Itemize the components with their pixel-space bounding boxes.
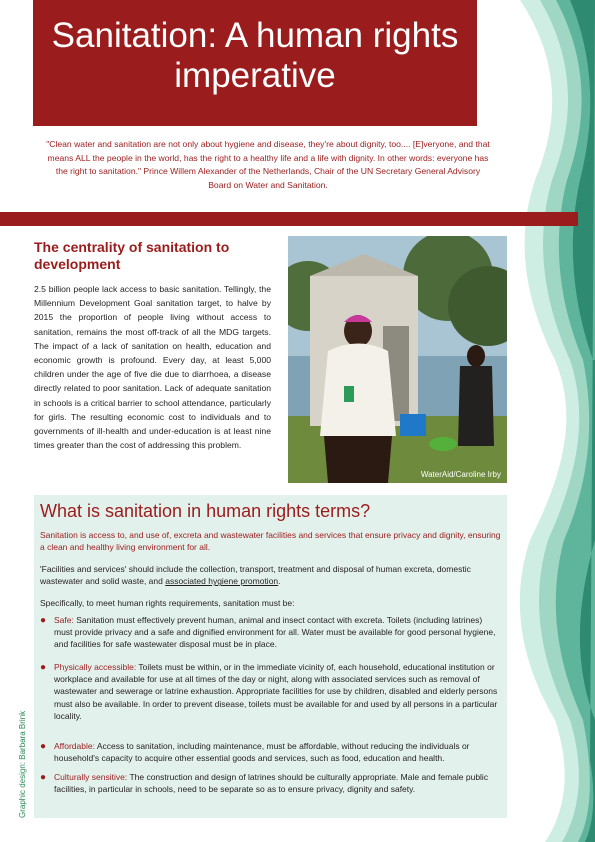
woman-latrine-photo xyxy=(288,236,507,483)
bullet-dot-icon: ● xyxy=(40,772,47,783)
bullet-term: Affordable: xyxy=(54,741,95,751)
sanitation-definition: Sanitation is access to, and use of, excreta and wastewater facilities and services that ensure privacy and dignity, ensuring a clean and healthy living environment for all. xyxy=(40,530,501,553)
divider-bar xyxy=(0,212,578,226)
bullet-dot-icon: ● xyxy=(40,741,47,752)
bullet-physically-accessible xyxy=(40,661,502,722)
facilities-end: . xyxy=(278,576,281,587)
bullet-text: The construction and design of latrines should be culturally appropriate. Male and female public facilities, in particular in schools, need to be separate so as to ensure privacy, dignity and safety. xyxy=(54,772,489,795)
bullet-text: Toilets must be within, or in the immediate vicinity of, each household, educational institution or workplace and available for use at all times of the day or night, along with associated services such as removal of wastewater and sewerage or latrine exhaustion. Appropriate facilities for use by children, disabled and elderly persons must also be available. In order to prevent disease, toilets must be available for and used by all persons in a particular locality. xyxy=(54,662,498,721)
bullet-safe xyxy=(40,614,502,651)
bullet-culturally-sensitive xyxy=(40,771,502,795)
bullet-term: Culturally sensitive: xyxy=(54,772,128,782)
bullet-affordable xyxy=(40,740,502,764)
photo-credit: WaterAid/Caroline Irby xyxy=(420,470,501,479)
hygiene-promotion-link[interactable]: associated hygiene promotion xyxy=(165,576,279,587)
specifically-paragraph: Specifically, to meet human rights requirements, sanitation must be: xyxy=(40,598,295,608)
bullet-dot-icon: ● xyxy=(40,662,47,673)
bullet-text: Sanitation must effectively prevent human, animal and insect contact with excreta. Toilets (including latrines) must provide privacy and a safe and dignified environment for all. Water must be available for good personal hygiene, and facilities for safe wastewater disposal must be in place. xyxy=(54,615,496,650)
designer-credit: Graphic design: Barbara Brink xyxy=(18,710,27,818)
bullet-dot-icon: ● xyxy=(40,615,47,626)
bullet-term: Physically accessible: xyxy=(54,662,137,672)
facilities-text: 'Facilities and services' should include the collection, transport, treatment and disposal of human excreta, domestic wastewater and solid waste, and xyxy=(40,564,471,587)
box-heading: What is sanitation in human rights terms? xyxy=(40,501,371,521)
prince-quote: "Clean water and sanitation are not only about hygiene and disease, they're about dignity, too.... [E]veryone, and that means ALL the people in the world, has the right to a healthy life and a life with dignity. In other words: everyone has the right to sanitation." Prince Willem Alexander of the Netherlands, Chair of the UN Secretary General Advisory Board on Water and Sanitation. xyxy=(46,139,490,190)
bullet-text: Access to sanitation, including maintenance, must be affordable, without reducing the individuals or household's capacity to acquire other essential goods and services, such as food, education and health. xyxy=(54,741,470,764)
section-heading-centrality: The centrality of sanitation to development xyxy=(34,239,230,272)
page-title: Sanitation: A human rights imperative xyxy=(51,16,459,95)
section-body-centrality: 2.5 billion people lack access to basic sanitation. Tellingly, the Millennium Development Goal sanitation target, to halve by 2015 the proportion of people living without access to sanitation, remains the most off-track of all the MDG targets. The impact of a lack of sanitation on health, education and economic growth is profound. Every day, at least 5,000 children under the age of five die due to diarrhoea, a disease directly related to poor sanitation. Lack of adequate sanitation in schools is a critical barrier to school attendance, particularly for girls. The resulting economic cost to individuals and to governments of ill-health and under-education is at least nine times greater than the cost of addressing this problem. xyxy=(34,284,271,451)
facilities-paragraph xyxy=(40,563,502,587)
bullet-term: Safe: xyxy=(54,615,74,625)
